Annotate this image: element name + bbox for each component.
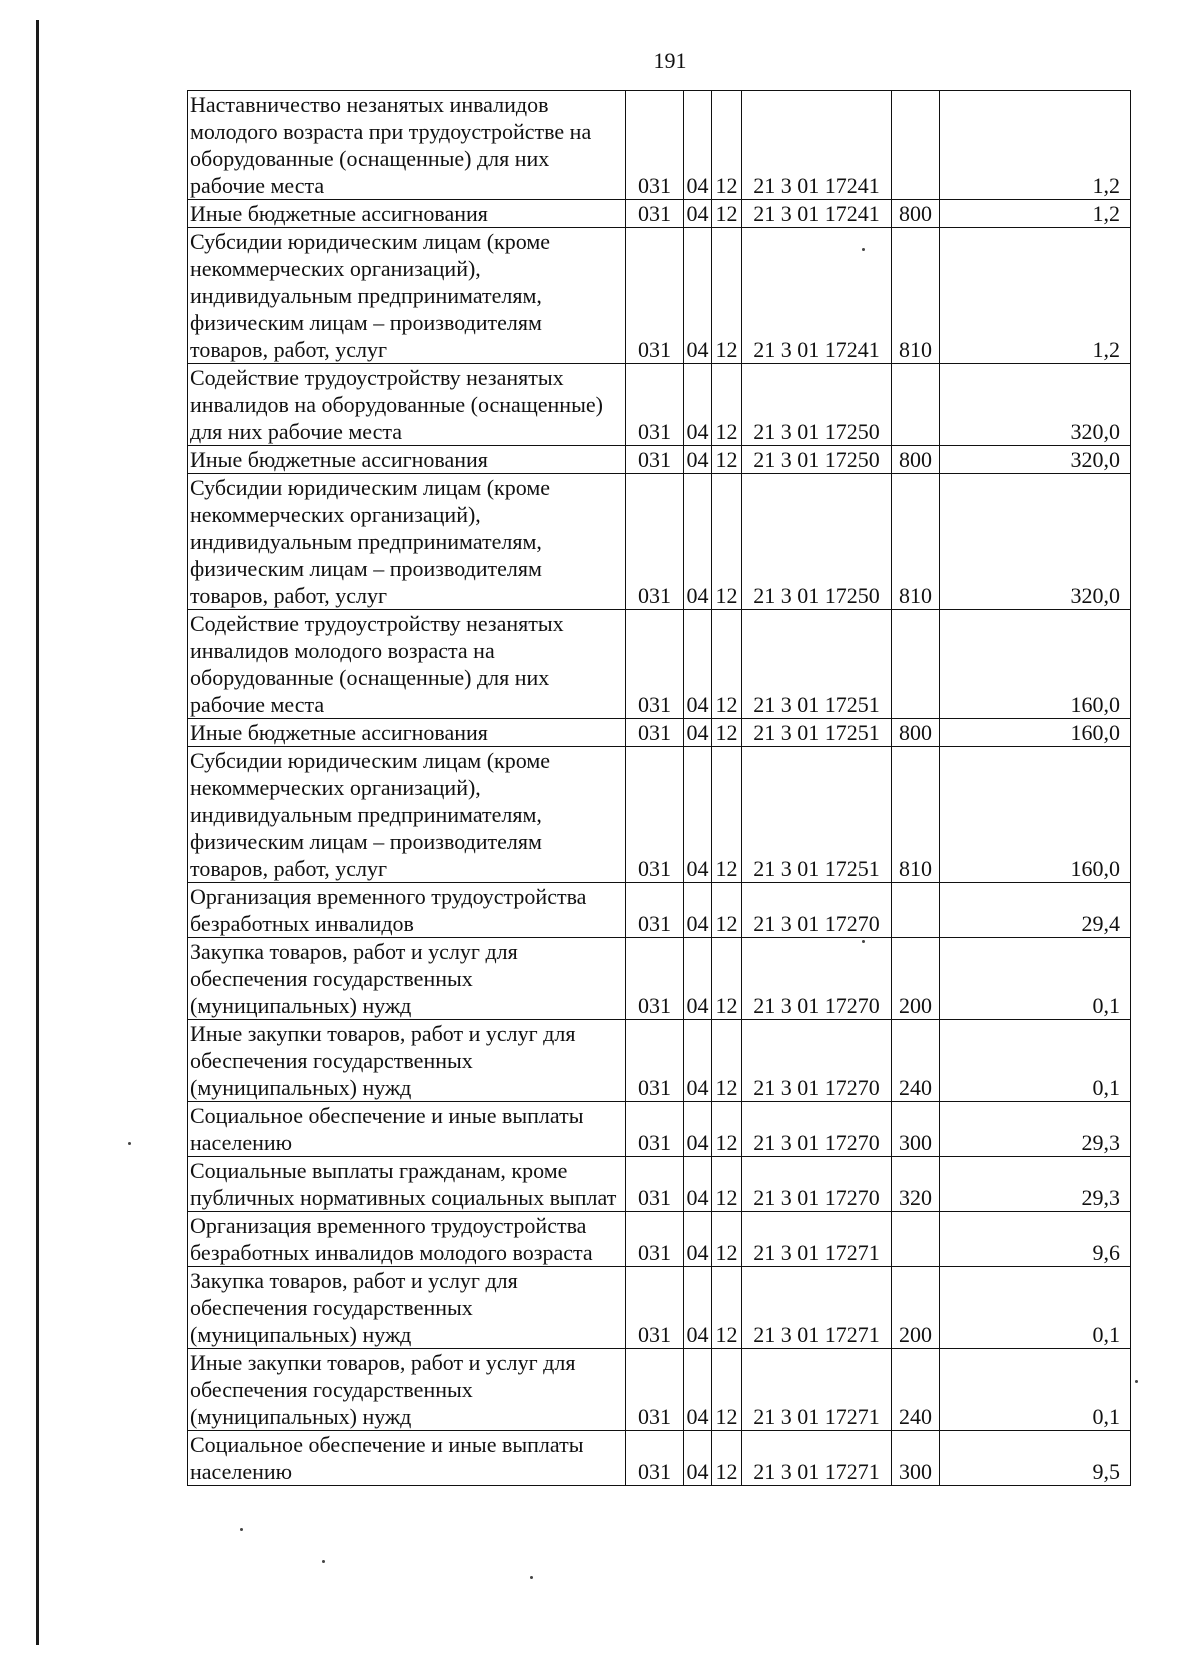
amount-cell: 320,0: [940, 474, 1131, 610]
row-name-cell: Социальные выплаты гражданам, кроме публичных нормативных социальных выплат: [188, 1157, 626, 1212]
section-code-cell: 04: [684, 938, 712, 1020]
table-row: [188, 938, 1131, 1020]
row-name-cell: Организация временного трудоустройства безработных инвалидов: [188, 883, 626, 938]
section-code-cell: 04: [684, 747, 712, 883]
expense-type-cell: 800: [892, 719, 940, 747]
page-number: 191: [653, 48, 687, 73]
table-row: [188, 474, 1131, 610]
budget-table: [187, 90, 1131, 1486]
expense-type-cell: 810: [892, 474, 940, 610]
table-row: [188, 1349, 1131, 1431]
subsection-code-cell: 12: [712, 1267, 742, 1349]
amount-cell: 320,0: [940, 364, 1131, 446]
amount-cell: 160,0: [940, 719, 1131, 747]
expense-type-cell: [892, 1212, 940, 1267]
ved-code-cell: 031: [626, 1102, 684, 1157]
target-article-cell: 21 3 01 17241: [742, 91, 892, 200]
expense-type-cell: 810: [892, 747, 940, 883]
target-article-cell: 21 3 01 17241: [742, 228, 892, 364]
table-row: [188, 719, 1131, 747]
subsection-code-cell: 12: [712, 719, 742, 747]
row-name-cell: Организация временного трудоустройства безработных инвалидов молодого возраста: [188, 1212, 626, 1267]
table-row: [188, 747, 1131, 883]
row-name-cell: Наставничество незанятых инвалидов молодого возраста при трудоустройстве на оборудованные (оснащенные) для них рабочие места: [188, 91, 626, 200]
section-code-cell: 04: [684, 1020, 712, 1102]
row-name-cell: Закупка товаров, работ и услуг для обеспечения государственных (муниципальных) нужд: [188, 938, 626, 1020]
amount-cell: 0,1: [940, 1020, 1131, 1102]
row-name-cell: Иные закупки товаров, работ и услуг для обеспечения государственных (муниципальных) нужд: [188, 1020, 626, 1102]
subsection-code-cell: 12: [712, 747, 742, 883]
row-name-cell: Иные бюджетные ассигнования: [188, 200, 626, 228]
section-code-cell: 04: [684, 364, 712, 446]
amount-cell: 0,1: [940, 938, 1131, 1020]
target-article-cell: 21 3 01 17271: [742, 1349, 892, 1431]
amount-cell: 160,0: [940, 610, 1131, 719]
scan-speck: [1135, 1380, 1138, 1383]
amount-cell: 29,3: [940, 1157, 1131, 1212]
target-article-cell: 21 3 01 17270: [742, 883, 892, 938]
section-code-cell: 04: [684, 91, 712, 200]
ved-code-cell: 031: [626, 200, 684, 228]
amount-cell: 29,3: [940, 1102, 1131, 1157]
table-row: [188, 91, 1131, 200]
expense-type-cell: 810: [892, 228, 940, 364]
table-row: [188, 1212, 1131, 1267]
subsection-code-cell: 12: [712, 200, 742, 228]
target-article-cell: 21 3 01 17271: [742, 1212, 892, 1267]
table-row: [188, 1020, 1131, 1102]
table-row: [188, 883, 1131, 938]
row-name-cell: Социальное обеспечение и иные выплаты населению: [188, 1102, 626, 1157]
amount-cell: 9,5: [940, 1431, 1131, 1486]
expense-type-cell: [892, 91, 940, 200]
amount-cell: 9,6: [940, 1212, 1131, 1267]
amount-cell: 320,0: [940, 446, 1131, 474]
table-row: [188, 228, 1131, 364]
amount-cell: 29,4: [940, 883, 1131, 938]
subsection-code-cell: 12: [712, 610, 742, 719]
ved-code-cell: 031: [626, 1349, 684, 1431]
ved-code-cell: 031: [626, 883, 684, 938]
section-code-cell: 04: [684, 883, 712, 938]
table-row: [188, 446, 1131, 474]
ved-code-cell: 031: [626, 446, 684, 474]
row-name-cell: Субсидии юридическим лицам (кроме некоммерческих организаций), индивидуальным предпринимателям, физическим лицам – производителям товаров, работ, услуг: [188, 474, 626, 610]
target-article-cell: 21 3 01 17270: [742, 938, 892, 1020]
subsection-code-cell: 12: [712, 1212, 742, 1267]
expense-type-cell: 240: [892, 1020, 940, 1102]
section-code-cell: 04: [684, 1267, 712, 1349]
subsection-code-cell: 12: [712, 1020, 742, 1102]
scan-speck: [530, 1576, 533, 1579]
target-article-cell: 21 3 01 17241: [742, 200, 892, 228]
subsection-code-cell: 12: [712, 364, 742, 446]
ved-code-cell: 031: [626, 1212, 684, 1267]
target-article-cell: 21 3 01 17270: [742, 1157, 892, 1212]
target-article-cell: 21 3 01 17270: [742, 1102, 892, 1157]
ved-code-cell: 031: [626, 610, 684, 719]
amount-cell: 160,0: [940, 747, 1131, 883]
row-name-cell: Субсидии юридическим лицам (кроме некоммерческих организаций), индивидуальным предпринимателям, физическим лицам – производителям товаров, работ, услуг: [188, 747, 626, 883]
table-row: [188, 1102, 1131, 1157]
table-row: [188, 1431, 1131, 1486]
ved-code-cell: 031: [626, 938, 684, 1020]
expense-type-cell: 300: [892, 1431, 940, 1486]
row-name-cell: Иные бюджетные ассигнования: [188, 446, 626, 474]
table-row: [188, 1267, 1131, 1349]
subsection-code-cell: 12: [712, 1349, 742, 1431]
target-article-cell: 21 3 01 17271: [742, 1267, 892, 1349]
subsection-code-cell: 12: [712, 938, 742, 1020]
row-name-cell: Иные бюджетные ассигнования: [188, 719, 626, 747]
subsection-code-cell: 12: [712, 1431, 742, 1486]
row-name-cell: Иные закупки товаров, работ и услуг для обеспечения государственных (муниципальных) нужд: [188, 1349, 626, 1431]
table-row: [188, 200, 1131, 228]
target-article-cell: 21 3 01 17250: [742, 446, 892, 474]
scan-speck: [128, 1142, 131, 1145]
scan-margin-line: [36, 20, 39, 1645]
target-article-cell: 21 3 01 17251: [742, 610, 892, 719]
ved-code-cell: 031: [626, 364, 684, 446]
amount-cell: 0,1: [940, 1349, 1131, 1431]
section-code-cell: 04: [684, 200, 712, 228]
amount-cell: 1,2: [940, 200, 1131, 228]
ved-code-cell: 031: [626, 1267, 684, 1349]
section-code-cell: 04: [684, 474, 712, 610]
table-row: [188, 610, 1131, 719]
scan-speck: [240, 1528, 243, 1531]
expense-type-cell: 800: [892, 200, 940, 228]
expense-type-cell: 200: [892, 938, 940, 1020]
subsection-code-cell: 12: [712, 91, 742, 200]
ved-code-cell: 031: [626, 719, 684, 747]
section-code-cell: 04: [684, 719, 712, 747]
scan-speck: [862, 940, 865, 943]
scan-speck: [862, 248, 865, 251]
ved-code-cell: 031: [626, 1431, 684, 1486]
section-code-cell: 04: [684, 1157, 712, 1212]
ved-code-cell: 031: [626, 228, 684, 364]
scan-speck: [322, 1560, 325, 1563]
expense-type-cell: 240: [892, 1349, 940, 1431]
ved-code-cell: 031: [626, 1020, 684, 1102]
target-article-cell: 21 3 01 17250: [742, 364, 892, 446]
target-article-cell: 21 3 01 17270: [742, 1020, 892, 1102]
subsection-code-cell: 12: [712, 1157, 742, 1212]
target-article-cell: 21 3 01 17251: [742, 719, 892, 747]
ved-code-cell: 031: [626, 474, 684, 610]
amount-cell: 1,2: [940, 228, 1131, 364]
ved-code-cell: 031: [626, 1157, 684, 1212]
section-code-cell: 04: [684, 610, 712, 719]
subsection-code-cell: 12: [712, 1102, 742, 1157]
target-article-cell: 21 3 01 17251: [742, 747, 892, 883]
expense-type-cell: 200: [892, 1267, 940, 1349]
table-row: [188, 1157, 1131, 1212]
section-code-cell: 04: [684, 228, 712, 364]
section-code-cell: 04: [684, 1431, 712, 1486]
section-code-cell: 04: [684, 1212, 712, 1267]
target-article-cell: 21 3 01 17250: [742, 474, 892, 610]
expense-type-cell: [892, 364, 940, 446]
row-name-cell: Содействие трудоустройству незанятых инвалидов молодого возраста на оборудованные (оснащенные) для них рабочие места: [188, 610, 626, 719]
ved-code-cell: 031: [626, 91, 684, 200]
subsection-code-cell: 12: [712, 883, 742, 938]
subsection-code-cell: 12: [712, 228, 742, 364]
row-name-cell: Социальное обеспечение и иные выплаты населению: [188, 1431, 626, 1486]
subsection-code-cell: 12: [712, 474, 742, 610]
section-code-cell: 04: [684, 446, 712, 474]
expense-type-cell: 320: [892, 1157, 940, 1212]
amount-cell: 0,1: [940, 1267, 1131, 1349]
expense-type-cell: [892, 883, 940, 938]
expense-type-cell: 300: [892, 1102, 940, 1157]
target-article-cell: 21 3 01 17271: [742, 1431, 892, 1486]
expense-type-cell: [892, 610, 940, 719]
subsection-code-cell: 12: [712, 446, 742, 474]
section-code-cell: 04: [684, 1349, 712, 1431]
amount-cell: 1,2: [940, 91, 1131, 200]
row-name-cell: Субсидии юридическим лицам (кроме некоммерческих организаций), индивидуальным предпринимателям, физическим лицам – производителям товаров, работ, услуг: [188, 228, 626, 364]
row-name-cell: Закупка товаров, работ и услуг для обеспечения государственных (муниципальных) нужд: [188, 1267, 626, 1349]
row-name-cell: Содействие трудоустройству незанятых инвалидов на оборудованные (оснащенные) для них рабочие места: [188, 364, 626, 446]
ved-code-cell: 031: [626, 747, 684, 883]
expense-type-cell: 800: [892, 446, 940, 474]
table-row: [188, 364, 1131, 446]
section-code-cell: 04: [684, 1102, 712, 1157]
